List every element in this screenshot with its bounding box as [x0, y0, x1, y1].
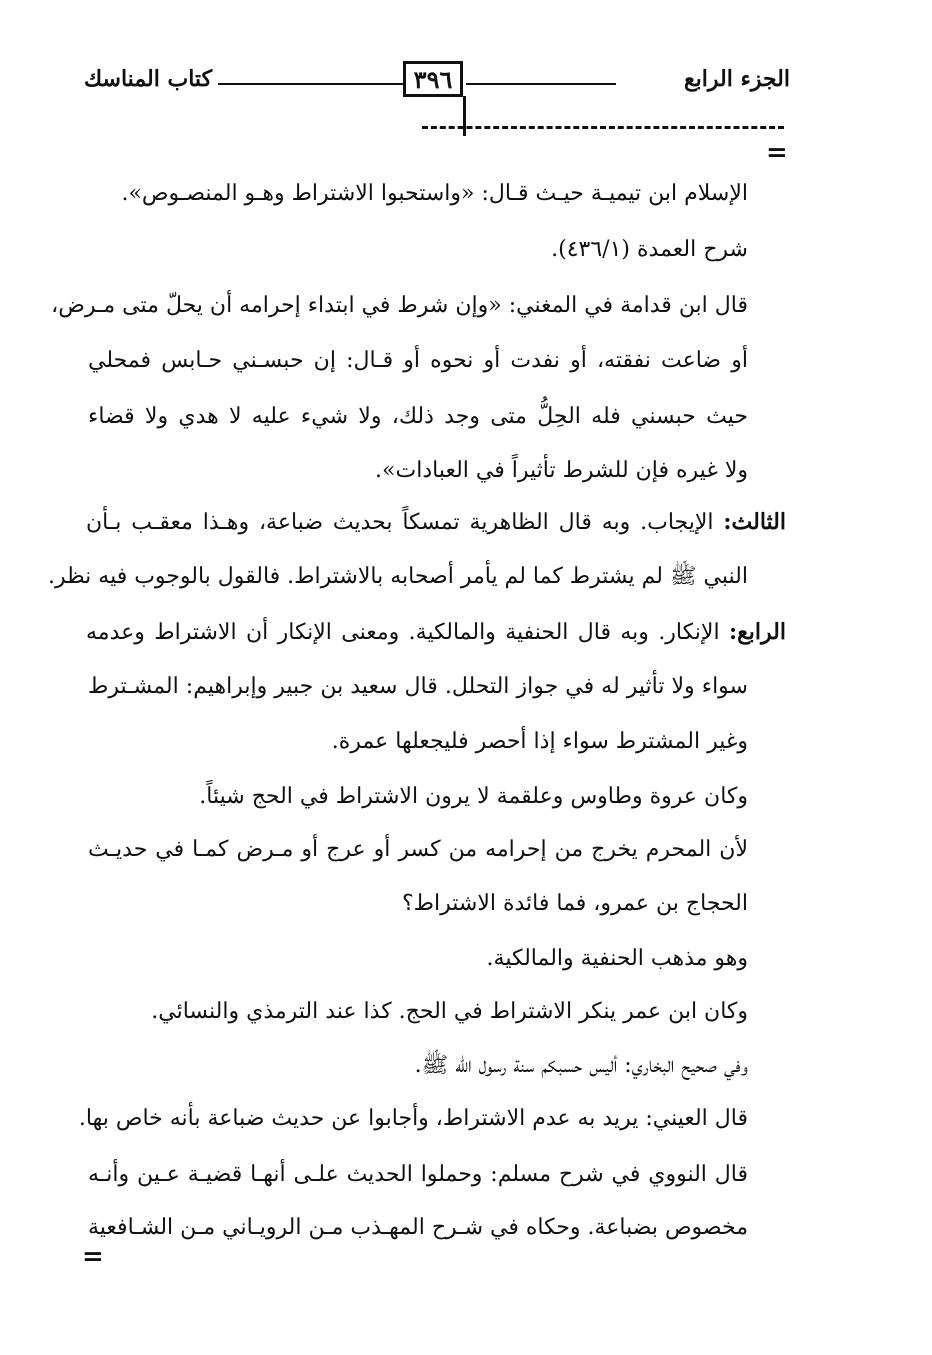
text-line-10: سواء ولا تأثير له في جواز التحلل. قال سعيد بن جبير وإبراهيم: المشـترط: [88, 674, 748, 699]
footnote-separator: [422, 126, 784, 129]
text-line-9: الرابع: الإنكار. وبه قال الحنفية والمالكية. ومعنى الإنكار أن الاشتراط وعدمه: [86, 619, 786, 645]
text-line-8: النبي ﷺ لم يشترط كما لم يأمر أصحابه بالاشتراط. فالقول بالوجوب فيه نظر.: [47, 564, 748, 589]
text-line-3: قال ابن قدامة في المغني: «وإن شرط في ابتداء إحرامه أن يحلّ متى مـرض،: [51, 293, 748, 318]
text-line-7: الثالث: الإيجاب. وبه قال الظاهرية تمسكاً بحديث ضباعة، وهـذا معقـب بـأن: [86, 509, 786, 535]
header-rule-right: [466, 83, 616, 85]
text-line-16: وكان ابن عمر ينكر الاشتراط في الحج. كذا عند الترمذي والنسائي.: [151, 999, 748, 1024]
text-line-4: أو ضاعت نفقته، أو نفدت أو نحوه أو قـال: إن حبسـني حـابس فمحلي: [88, 348, 748, 373]
header-rule-left: [218, 83, 403, 85]
text-line-1: الإسلام ابن تيميـة حيـث قـال: «واستحبوا الاشتراط وهـو المنصـوص».: [121, 181, 748, 206]
text-line-17: وفي صحيح البخاري: أليس حسبكم سنة رسول الله ﷺ.: [414, 1053, 748, 1078]
text-line-6: ولا غيره فإن للشرط تأثيراً في العبادات».: [375, 458, 748, 483]
text-line-2: شرح العمدة (٤٣٦/١).: [551, 237, 748, 262]
text-line-13: لأن المحرم يخرج من إحرامه من كسر أو عرج أو مـرض كمـا في حديـث: [88, 837, 748, 862]
continuation-marker-top: =: [766, 138, 788, 168]
text-line-14: الحجاج بن عمرو، فما فائدة الاشتراط؟: [401, 891, 748, 916]
page-number-stem: [463, 96, 466, 136]
text-line-5: حيث حبسني فله الحِلُّ متى وجد ذلك، ولا شيء عليه لا هدي ولا قضاء: [88, 404, 748, 429]
text-line-12: وكان عروة وطاوس وعلقمة لا يرون الاشتراط في الحج شيئاً.: [199, 784, 748, 809]
text-line-15: وهو مذهب الحنفية والمالكية.: [486, 946, 748, 971]
page-number-box: [403, 61, 463, 97]
text-line-19: قال النووي في شرح مسلم: وحملوا الحديث علـى أنهـا قضيـة عـين وأنـه: [88, 1162, 748, 1187]
text-line-20: مخصوص بضباعة. وحكاه في شـرح المهـذب مـن الرويـاني مـن الشـافعية: [88, 1215, 748, 1240]
header-volume-title: الجزء الرابع: [683, 66, 790, 92]
text-line-11: وغير المشترط سواء إذا أحصر فليجعلها عمرة.: [331, 729, 748, 754]
header-book-title: كتاب المناسك: [84, 66, 213, 92]
section-label-third: الثالث:: [723, 509, 786, 535]
section-label-fourth: الرابع:: [728, 619, 786, 645]
page-number: ٣٩٦: [413, 64, 453, 94]
text-line-18: قال العيني: يريد به عدم الاشتراط، وأجابوا عن حديث ضباعة بأنه خاص بها.: [78, 1106, 748, 1131]
continuation-marker-bottom: =: [82, 1242, 104, 1272]
